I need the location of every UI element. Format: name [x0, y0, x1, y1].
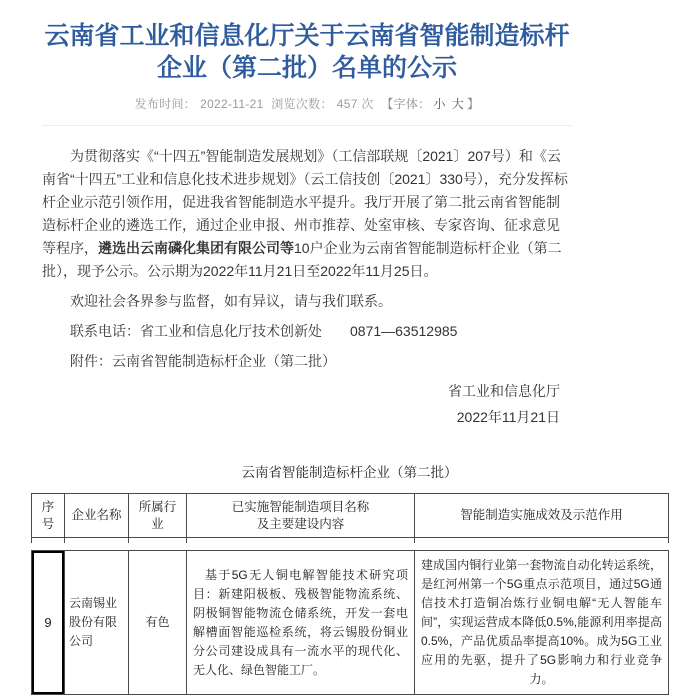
font-size-control — [381, 97, 479, 111]
signature-org: 省工业和信息化厅 — [448, 383, 560, 399]
font-small-button[interactable]: 小 — [433, 97, 446, 111]
views-label: 浏览次数： — [271, 97, 333, 111]
paragraph-main-text-rest: 10户企业为云南省智能制造标杆企业（第二批），现予公示。公示期为2022年11月21日至2022年11月25日。 — [42, 240, 562, 279]
header-cell-project — [187, 494, 415, 538]
header-project-line2: 及主要建设内容 — [256, 516, 345, 531]
announcement-page — [0, 20, 699, 685]
publish-time-label: 发布时间： — [134, 97, 197, 111]
header-project-line1: 已实施智能制造项目名称 — [231, 499, 370, 514]
header-divider — [42, 125, 572, 126]
signature-date: 2022年11月21日 — [456, 409, 560, 425]
page-title: 云南省工业和信息化厅关于云南省智能制造标杆企业（第二批）名单的公示 — [44, 22, 570, 82]
font-control-close: 】 — [467, 97, 480, 111]
selected-companies-phrase: 遴选出云南磷化集团有限公司等 — [98, 240, 294, 256]
font-control-open: 【字体： — [381, 97, 431, 111]
row-company-cell: 云南锡业股份有限公司 — [65, 551, 129, 695]
publish-time-value: 2022-11-21 — [200, 97, 264, 111]
row-project-cell: 基于5G无人铜电解智能技术研究项目：新建阳极板、残极智能物流系统、阴极铜智能物流仓储系统，开发一套电解槽面智能巡检系统，将云锡股份铜业分公司建设成具有一流水平的现代化、无人化、绿色智能工厂。 — [187, 551, 415, 695]
paragraph-supervision: 欢迎社会各界参与监督，如有异议，请与我们联系。 — [70, 293, 392, 309]
attachment-line — [42, 350, 572, 373]
row-effect-cell: 建成国内铜行业第一套物流自动化转运系统，是红河州第一个5G重点示范项目，通过5G通信技术打造铜冶炼行业铜电解“无人智能车间”，实现运营成本降低0.5%,能源利用率提高0.5%，产品优质品率提高10%。成为5G工业应用的先驱，提升了5G影响力和行业竞争力。 — [415, 551, 669, 695]
table-caption: 云南省智能制造标杆企业（第二批） — [241, 465, 458, 480]
attachment-link[interactable]: 云南省智能制造标杆企业（第二批） — [112, 353, 336, 369]
paragraph-main — [42, 145, 572, 283]
row-industry-cell: 有色 — [129, 551, 187, 695]
table-row — [32, 551, 669, 695]
table-row-fragment — [31, 550, 669, 695]
article-body — [42, 145, 572, 429]
article-content — [42, 20, 572, 429]
header-cell-company: 企业名称 — [65, 494, 129, 538]
font-large-button[interactable]: 大 — [451, 97, 465, 111]
meta-bar — [42, 95, 572, 112]
attachment-label: 附件： — [70, 353, 112, 369]
row-serial-cell: 9 — [32, 551, 65, 695]
table-crop-gap — [31, 543, 668, 550]
header-cell-industry: 所属行业 — [129, 494, 187, 538]
contact-line: 联系电话：省工业和信息化厅技术创新处 0871—63512985 — [70, 323, 458, 339]
paragraph-main-text: 为贯彻落实《“十四五”智能制造发展规划》（工信部联规〔2021〕207号）和《云南省“十四五”工业和信息化技术进步规划》（云工信技创〔2021〕330号），充分发挥标杆企业示范引领作用，促进我省智能制造水平提升。我厅开展了第二批云南省智能制造标杆企业的遴选工作，通过企业申报、州市推荐、处室审核、专家咨询、征求意见等程序， — [42, 148, 568, 256]
views-value: 457 次 — [336, 97, 374, 111]
table-header-fragment — [31, 493, 669, 538]
header-cell-serial: 序号 — [32, 494, 65, 538]
table-header-row — [32, 494, 669, 538]
header-cell-effect: 智能制造实施成效及示范作用 — [415, 494, 669, 538]
